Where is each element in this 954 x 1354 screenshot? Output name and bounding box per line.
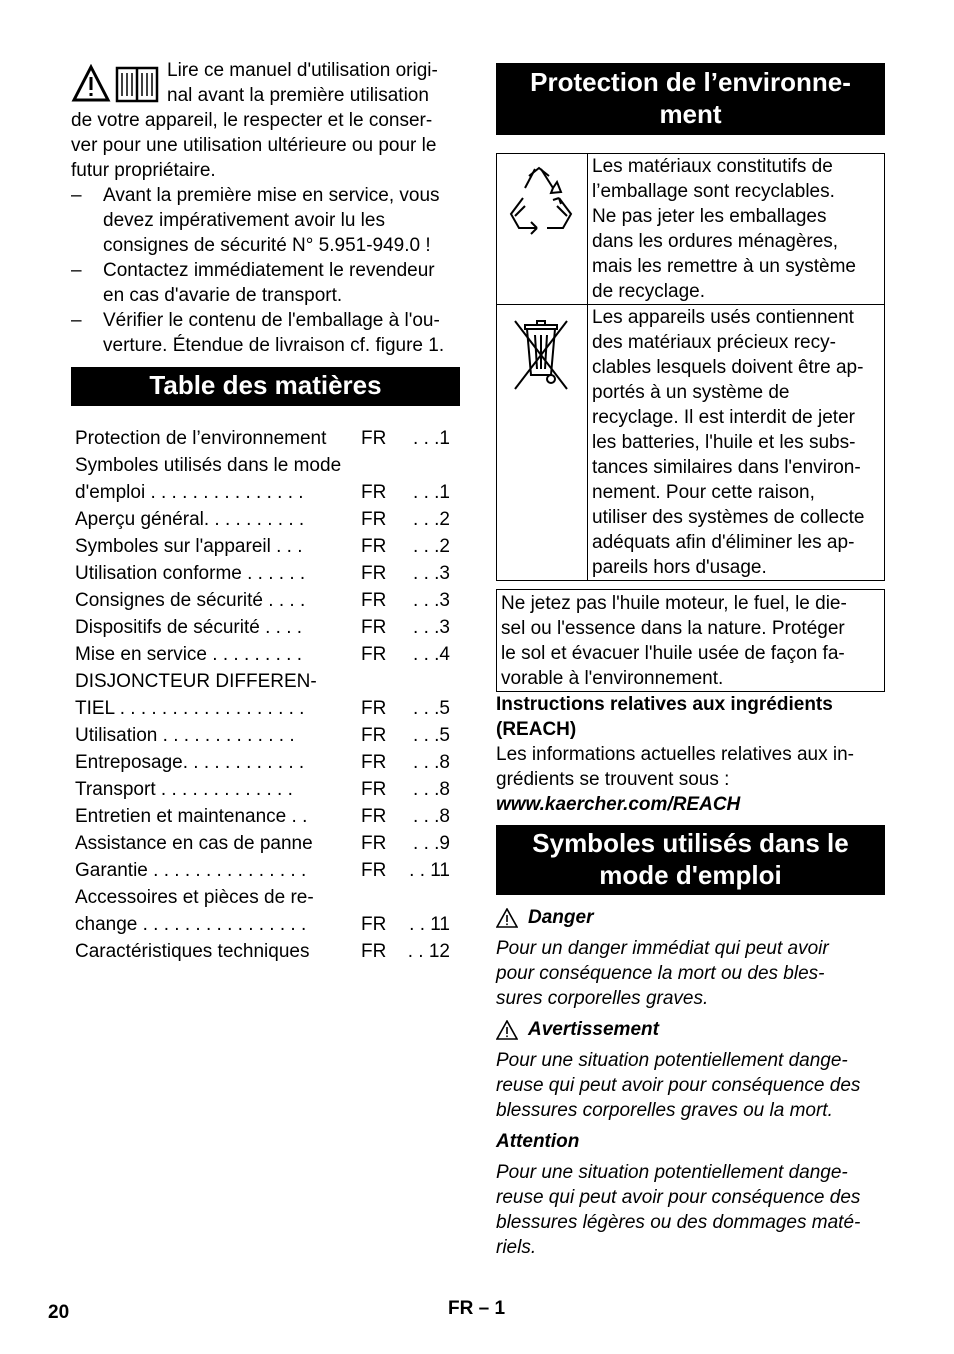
warning-icon [496,908,518,928]
toc-row[interactable] [71,883,460,910]
toc-row[interactable] [71,559,460,586]
warning-triangle-icon [74,67,108,100]
toc-entry-lang: FR [361,860,387,881]
toc-entry-title: Assistance en cas de panne [75,833,313,854]
toc-entry-title: Mise en service . . . . . . . . . [75,644,303,665]
toc-entry-title: Garantie . . . . . . . . . . . . . . . [75,860,307,881]
danger-label-row [496,905,885,930]
intro-text: nal avant la première utilisation [167,85,429,106]
warning-icon [496,1020,518,1040]
right-column [496,63,885,1260]
toc-entry-lang [361,451,405,478]
toc-entry-page [405,451,460,478]
toc-entry-title: Aperçu général. . . . . . . . . . [75,509,305,530]
danger-text: Pour un danger immédiat qui peut avoir pour conséquence la mort ou des bles- sures corporelles graves. [496,938,829,1009]
toc-row[interactable] [71,613,460,640]
toc-row[interactable] [71,937,460,964]
toc-entry-page: . . 11 [409,860,450,881]
danger-label: Danger [528,907,594,928]
reach-link[interactable]: www.kaercher.com/REACH [496,794,741,815]
toc-entry-title: Consignes de sécurité . . . . [75,590,306,611]
recycle-icon-cell [497,154,588,305]
toc-entry-lang: FR [361,617,387,638]
weee-icon-cell [497,305,588,581]
toc-entry-title: Entreposage. . . . . . . . . . . . [75,752,305,773]
toc-entry-title: change . . . . . . . . . . . . . . . . [75,914,307,935]
toc-entry-title: DISJONCTEUR DIFFEREN- [75,671,317,692]
toc-row[interactable] [71,721,460,748]
oil-note-box: Ne jetez pas l'huile moteur, le fuel, le die- sel ou l'essence dans la nature. Protéger le sol et évacuer l'huile usée de façon fa- vorable à l'environnement. [496,589,885,692]
toc-entry-page: . . .8 [413,806,450,827]
toc-entry-title: Utilisation conforme . . . . . . [75,563,306,584]
environment-heading: Protection de l’environne- ment [496,63,885,135]
toc-entry-title: Protection de l’environnement [75,428,327,449]
toc-entry-lang: FR [361,806,387,827]
toc-row[interactable] [71,694,460,721]
toc-entry-page: . . .5 [413,698,450,719]
toc-entry-title: Accessoires et pièces de re- [75,887,314,908]
toc-entry-lang: FR [361,833,387,854]
toc-entry-page: . . .3 [413,590,450,611]
intro-block [71,58,460,183]
toc-entry-page: . . .2 [413,536,450,557]
toc-entry-lang: FR [361,563,387,584]
reach-title: Instructions relatives aux ingrédients (REACH) [496,694,833,740]
toc-entry-title: d'emploi . . . . . . . . . . . . . . . [75,482,304,503]
toc-row[interactable] [71,424,460,451]
toc-entry-title: Entretien et maintenance . . [75,806,308,827]
dash-bullet: – [71,310,82,331]
intro-bullets [71,183,460,358]
list-item: – Contactez immédiatement le revendeur en cas d'avarie de transport. [71,260,435,306]
toc-entry-lang: FR [361,914,387,935]
toc-entry-title: Utilisation . . . . . . . . . . . . . [75,725,295,746]
toc-row[interactable] [71,775,460,802]
toc-heading: Table des matières [71,367,460,406]
toc-row[interactable] [71,532,460,559]
toc-row[interactable] [71,451,460,478]
toc-entry-lang: FR [361,590,387,611]
toc-entry-lang: FR [361,752,387,773]
list-item: – Vérifier le contenu de l'emballage à l'ou- verture. Étendue de livraison cf. figure 1. [71,310,445,356]
toc-entry-page: . . 11 [409,914,450,935]
intro-text: futur propriétaire. [71,160,216,181]
toc-row[interactable] [71,748,460,775]
toc-entry-page: . . .2 [413,509,450,530]
toc-entry-title: Symboles utilisés dans le mode [75,455,342,476]
toc-entry-lang: FR [361,536,387,557]
toc-entry-page: . . .3 [413,617,450,638]
attention-label: Attention [496,1131,580,1152]
toc-entry-page: . . .5 [413,725,450,746]
toc-row[interactable] [71,667,460,694]
toc-entry-page: . . .8 [413,779,450,800]
warning-label: Avertissement [528,1019,659,1040]
dash-bullet: – [71,185,82,206]
footer-section-page: FR – 1 [448,1298,506,1319]
toc-entry-lang: FR [361,509,387,530]
toc-entry-lang: FR [361,779,387,800]
toc-entry-page: . . .1 [413,428,450,449]
symbols-heading: Symboles utilisés dans le mode d'emploi [496,825,885,895]
intro-text: Lire ce manuel d'utilisation origi- [167,60,438,81]
toc-entry-page: . . .1 [413,482,450,503]
toc-entry-lang: FR [361,428,387,449]
toc-row[interactable] [71,856,460,883]
dash-bullet: – [71,260,82,281]
warning-label-row [496,1017,885,1042]
list-item: – Avant la première mise en service, vous devez impérativement avoir lu les consignes de sécurité N° 5.951-949.0 ! [71,185,440,256]
recycle-icon [497,154,585,274]
attention-text: Pour une situation potentiellement dange- reuse qui peut avoir pour conséquence des blessures légères ou des dommages maté- riels. [496,1162,861,1258]
toc-entry-lang [361,883,405,910]
toc-entry-page: . . .9 [413,833,450,854]
warning-manual-icon [71,64,161,104]
page-number: 20 [48,1302,70,1323]
warning-text: Pour une situation potentiellement dange- reuse qui peut avoir pour conséquence des blessures corporelles graves ou la mort. [496,1050,861,1121]
toc-entry-title: Transport . . . . . . . . . . . . . [75,779,293,800]
toc-entry-lang: FR [361,941,387,962]
manual-book-icon [117,68,157,101]
toc-entry-title: Dispositifs de sécurité . . . . [75,617,303,638]
intro-text: de votre appareil, le respecter et le conser- [71,110,433,131]
intro-text: ver pour une utilisation ultérieure ou pour le [71,135,437,156]
toc-entry-page [405,883,460,910]
toc-row[interactable] [71,640,460,667]
toc-entry-page: . . 12 [407,941,450,962]
recycle-text: Les matériaux constitutifs de l’emballage sont recyclables. Ne pas jeter les emballages dans les ordures ménagères, mais les remettre à un système de recyclage. [588,154,885,305]
toc-entry-lang: FR [361,698,387,719]
toc-entry-page [405,667,460,694]
toc-entry-lang [361,667,405,694]
toc-row[interactable] [71,586,460,613]
reach-text: Les informations actuelles relatives aux in- grédients se trouvent sous : [496,744,855,790]
toc-entry-title: Symboles sur l'appareil . . . [75,536,303,557]
toc-entry-title: Caractéristiques techniques [75,941,310,962]
toc-entry-lang: FR [361,644,387,665]
left-column [71,58,460,964]
toc-entry-lang: FR [361,482,387,503]
table-of-contents [71,424,460,964]
toc-row[interactable] [71,910,460,937]
toc-row[interactable] [71,829,460,856]
toc-entry-lang: FR [361,725,387,746]
toc-entry-page: . . .8 [413,752,450,773]
toc-entry-title: TIEL . . . . . . . . . . . . . . . . . . [75,698,305,719]
toc-row[interactable] [71,478,460,505]
toc-row[interactable] [71,505,460,532]
crossed-bin-icon [497,305,585,405]
toc-row[interactable] [71,802,460,829]
toc-entry-page: . . .4 [413,644,450,665]
environment-table [496,153,885,581]
toc-entry-page: . . .3 [413,563,450,584]
weee-text: Les appareils usés contiennent des matériaux précieux recy- clables lesquels doivent être ap- portés à un système de recyclage. Il est interdit de jeter les batteries, l'huile et les subs- tances similaires dans l'environ- nement. Pour cette raison, utiliser des systèmes de collecte adéquats afin d'éliminer les ap- pareils hors d'usage. [588,305,885,581]
